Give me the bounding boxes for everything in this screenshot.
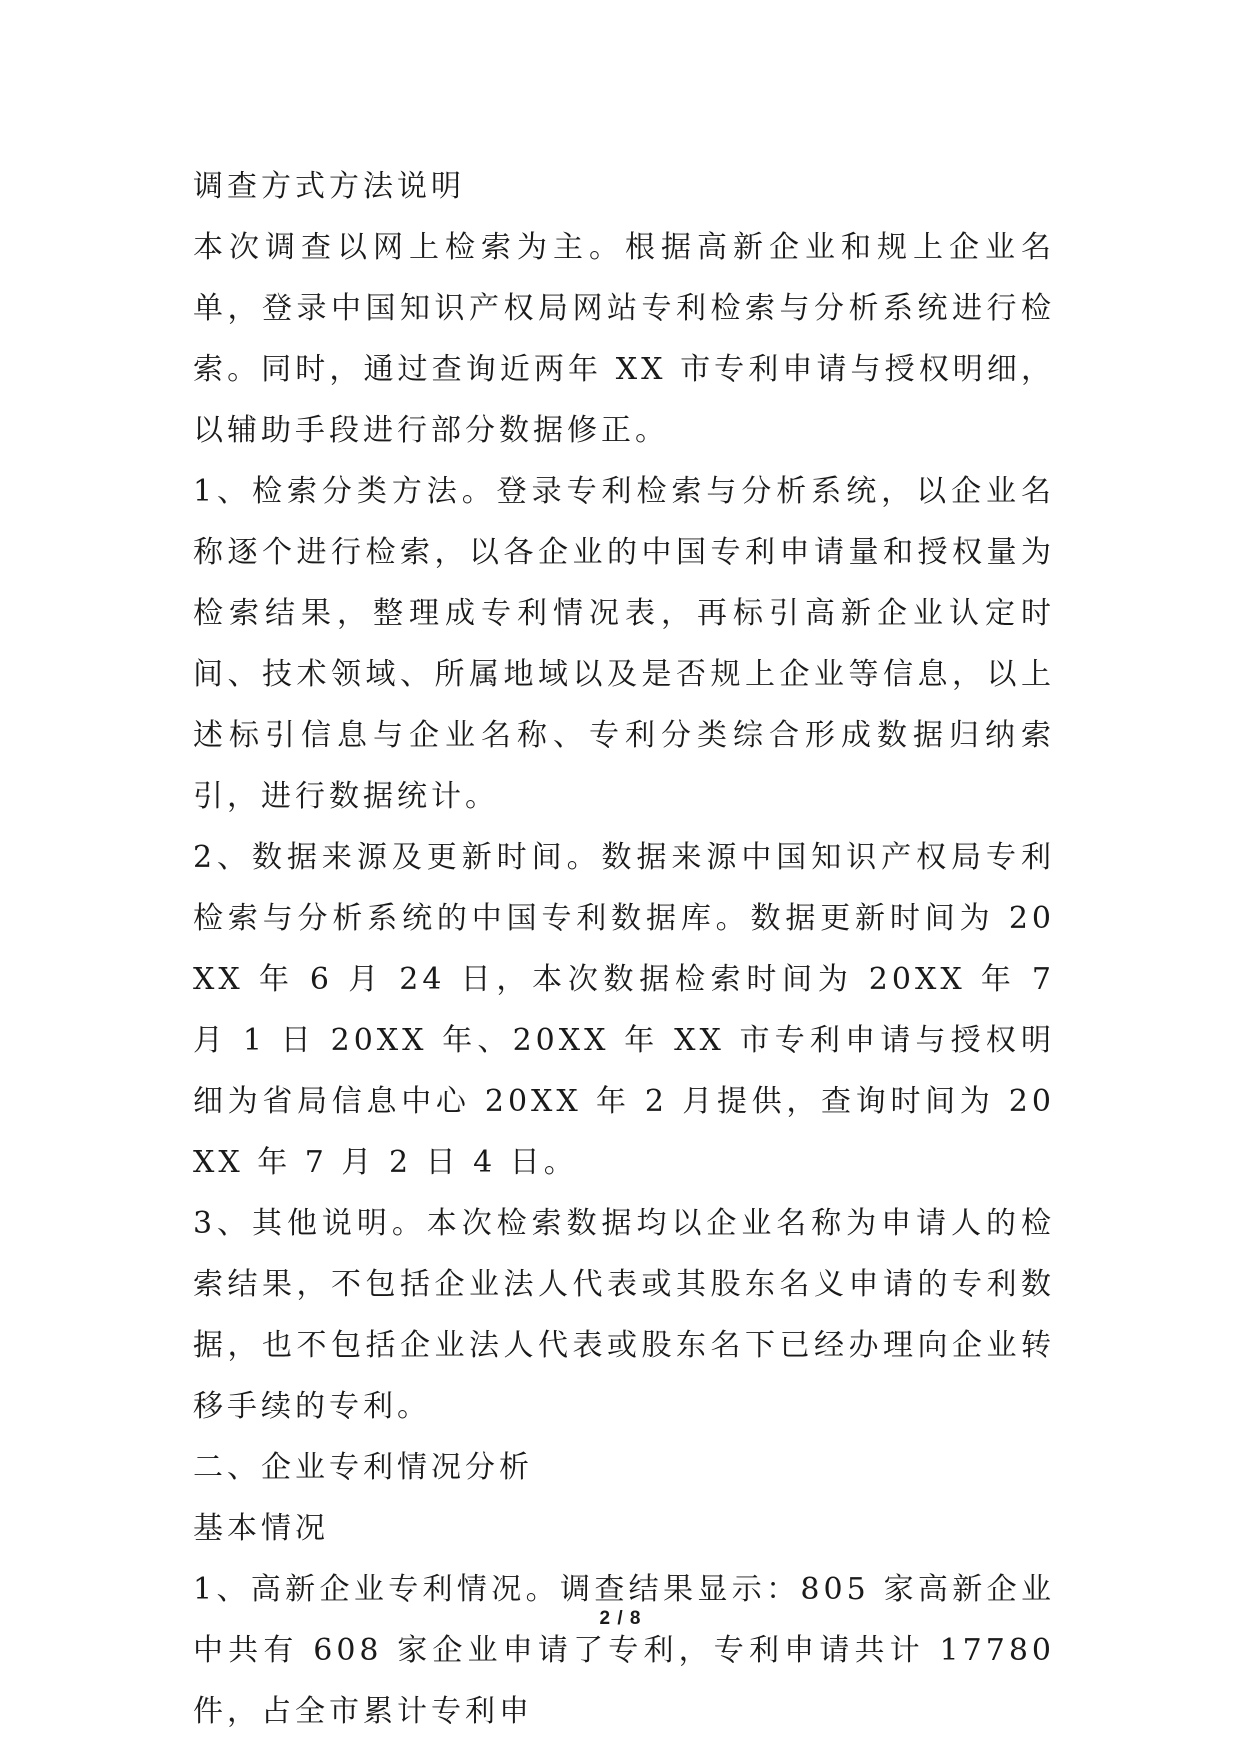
paragraph-high-tech-patents: 1、高新企业专利情况。调查结果显示：805 家高新企业中共有 608 家企业申请了专利，专利申请共计 17780 件，占全市累计专利申 — [193, 1572, 1055, 1729]
paragraph-search-classification: 1、检索分类方法。登录专利检索与分析系统，以企业名称逐个进行检索，以各企业的中国专利申请量和授权量为检索结果，整理成专利情况表，再标引高新企业认定时间、技术领域、所属地域以及是否规上企业等信息，以上述标引信息与企业名称、专利分类综合形成数据归纳索引，进行数据统计。 — [193, 474, 1055, 814]
section-heading-survey-method: 调查方式方法说明 — [193, 169, 465, 204]
subsection-heading-basic-situation: 基本情况 — [193, 1511, 329, 1546]
paragraph-other-notes: 3、其他说明。本次检索数据均以企业名称为申请人的检索结果，不包括企业法人代表或其股东名义申请的专利数据，也不包括企业法人代表或股东名下已经办理向企业转移手续的专利。 — [193, 1206, 1055, 1424]
document-body — [193, 156, 1055, 1742]
paragraph-data-source: 2、数据来源及更新时间。数据来源中国知识产权局专利检索与分析系统的中国专利数据库。数据更新时间为 20XX 年 6 月 24 日，本次数据检索时间为 20XX 年 7 月 1 日 20XX 年、20XX 年 XX 市专利申请与授权明细为省局信息中心 20XX 年 2 月提供，查询时间为 20XX 年 7 月 2 日 4 日。 — [193, 840, 1055, 1180]
section-heading-patent-analysis: 二、企业专利情况分析 — [193, 1450, 533, 1485]
page-number: 2 / 8 — [599, 1608, 642, 1629]
paragraph-survey-intro: 本次调查以网上检索为主。根据高新企业和规上企业名单，登录中国知识产权局网站专利检索与分析系统进行检索。同时，通过查询近两年 XX 市专利申请与授权明细，以辅助手段进行部分数据修正。 — [193, 230, 1055, 448]
